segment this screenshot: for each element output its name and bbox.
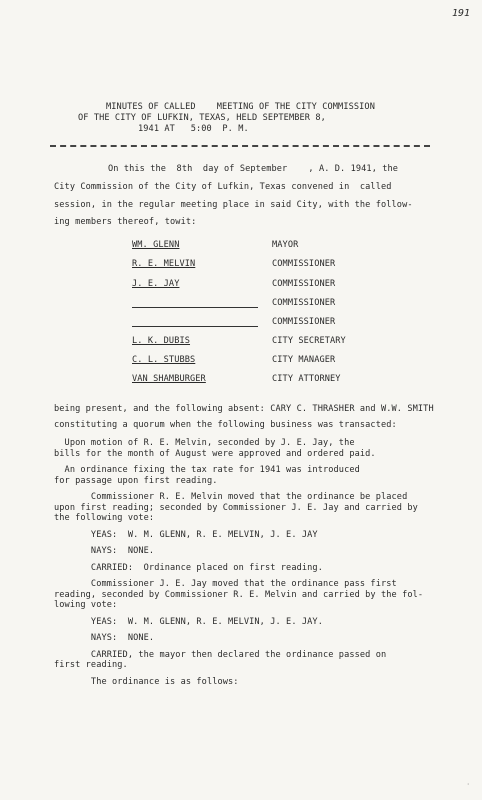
body-line: upon first reading; seconded by Commissioner J. E. Jay and carried by [54,502,418,513]
roster-title-7: CITY MANAGER [272,355,336,365]
body-line: YEAS: W. M. GLENN, R. E. MELVIN, J. E. JAY. [54,616,323,627]
roster-name-8: VAN SHAMBURGER [132,374,206,384]
roster-title-3: COMMISSIONER [272,279,336,289]
header-line-2: OF THE CITY OF LUFKIN, TEXAS, HELD SEPTEMBER 8, [78,113,326,123]
roster-name-1: WM. GLENN [132,240,180,250]
roster-title-5: COMMISSIONER [272,317,336,327]
body-line: CARRIED: Ordinance placed on first reading. [54,562,323,573]
roster-title-6: CITY SECRETARY [272,336,346,346]
present-line: being present, and the following absent: CARY C. THRASHER and W.W. SMITH [54,404,434,414]
header-line-1: MINUTES OF CALLED MEETING OF THE CITY COMMISSION [106,102,375,112]
roster-title-8: CITY ATTORNEY [272,374,341,384]
body-line: NAYS: NONE. [54,546,155,556]
body-line: reading, seconded by Commissioner R. E. Melvin and carried by the fol- [54,589,424,600]
body-line: lowing vote: [54,600,118,610]
roster-name-5 [132,317,258,327]
roster-name-7: C. L. STUBBS [132,355,196,365]
roster-title-4: COMMISSIONER [272,298,336,308]
body-line: NAYS: NONE. [54,633,155,643]
roster-name-6: L. K. DUBIS [132,336,191,346]
body-line: Upon motion of R. E. Melvin, seconded by J. E. Jay, the [54,438,355,448]
body-line: The ordinance is as follows: [54,676,239,687]
body-line: first reading. [54,660,128,670]
quorum-line: constituting a quorum when the following business was transacted: [54,420,397,430]
body-line: Commissioner J. E. Jay moved that the ordinance pass first [54,579,397,589]
body-line: Commissioner R. E. Melvin moved that the ordinance be placed [54,492,408,502]
body-line: YEAS: W. M. GLENN, R. E. MELVIN, J. E. JAY [54,529,318,540]
body-line: An ordinance fixing the tax rate for 1941 was introduced [54,465,360,475]
roster-name-4 [132,298,258,308]
roster-name-3: J. E. JAY [132,279,180,289]
page-number: 191 [451,8,470,19]
body-line: for passage upon first reading. [54,475,218,486]
roster-title-2: COMMISSIONER [272,259,336,269]
footer-mark: · [466,781,470,788]
intro-line-1: On this the 8th day of September , A. D. 1941, the [108,164,399,174]
roster-title-1: MAYOR [272,240,299,250]
intro-line-2: City Commission of the City of Lufkin, Texas convened in called [54,182,392,192]
roster-name-2: R. E. MELVIN [132,259,196,269]
intro-line-4: ing members thereof, towit: [54,217,197,227]
body-line: bills for the month of August were approved and ordered paid. [54,448,376,459]
body-line: the following vote: [54,513,155,523]
header-divider [50,145,430,147]
header-line-3: 1941 AT 5:00 P. M. [138,124,249,134]
body-line: CARRIED, the mayor then declared the ordinance passed on [54,649,387,660]
intro-line-3: session, in the regular meeting place in said City, with the follow- [54,200,413,210]
